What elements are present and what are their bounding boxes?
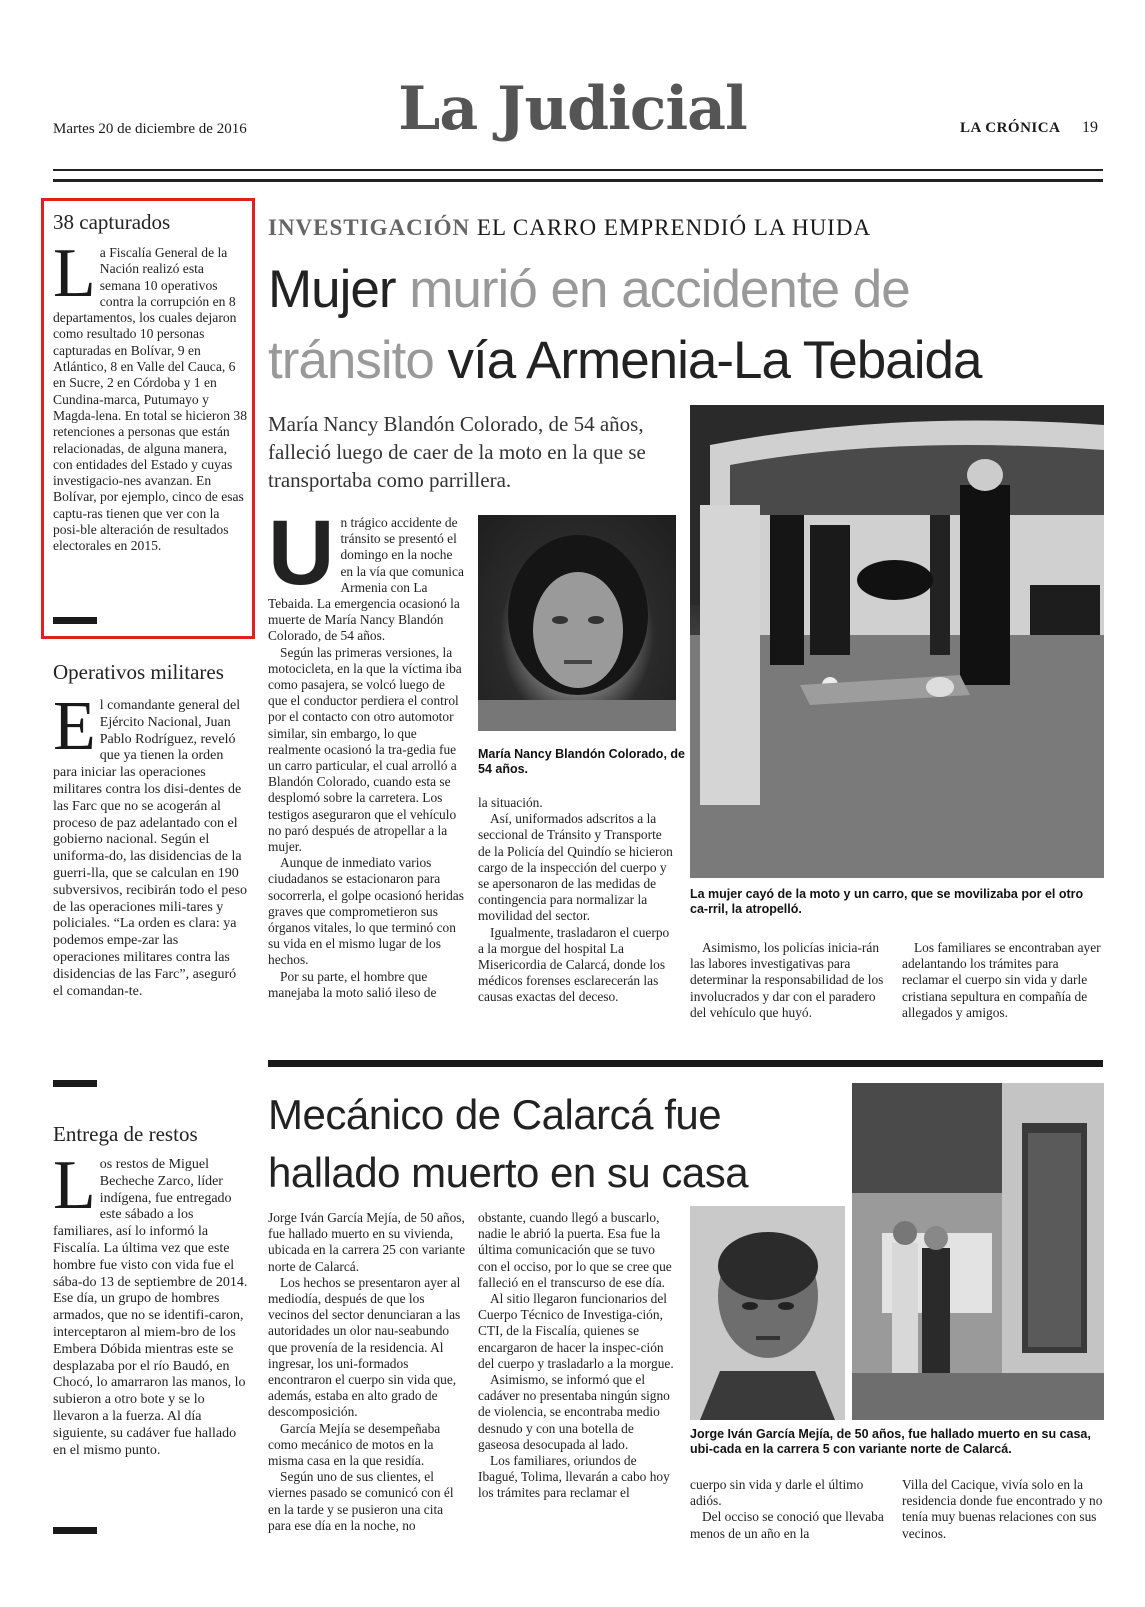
mechanic-portrait-photo	[690, 1206, 845, 1420]
drop-cap: L	[53, 1147, 96, 1224]
story-column: obstante, cuando llegó a buscarlo, nadie le abrió la puerta. Esa fue la última comunicación que se tuvo con el occiso, por lo que se cree que falleció en el transcurso de ese día. Al sitio llegaron funcionarios del Cuerpo Técnico de Investiga-ción, CTI, de la Fiscalía, quienes se encargaron de hacer la inspec-ción del cuerpo y trasladarlo a la morgue. Asimismo, se informó que el cadáver no presentaba ningún signo de violencia, se encontraba medio desnudo y con una botella de gaseosa desocupada al lado. Los familiares, oriundos de Ibagué, Tolima, llevarán a cabo hoy los trámites para reclamar el	[478, 1210, 674, 1501]
brief-title: Operativos militares	[53, 660, 224, 684]
brief-body: La Fiscalía General de la Nación realizó esta semana 10 operativos contra la corrupción en 8 departamentos, los cuales dejaron como resultado 10 personas capturadas en Bolívar, 9 en Atlántico, 8 en Valle del Cauca, 6 en Sucre, 2 en Córdoba y 1 en Cundina-marca, Putumayo y Magda-lena. En total se hicieron 38 retenciones a personas que están relacionadas, de alguna manera, con entidades del Estado y cuyas investigacio-nes avanzan. En Bolívar, por ejemplo, cinco de esas captu-ras tienen que ver con la posi-ble alteración de resultados electorales en 2015.	[53, 235, 248, 554]
brief-title: 38 capturados	[53, 210, 171, 234]
house-scene-photo	[852, 1083, 1104, 1420]
story-deck: María Nancy Blandón Colorado, de 54 años, falleció luego de caer de la moto en la que se transportaba como parrillera.	[268, 412, 646, 492]
story-column: Villa del Cacique, vivía solo en la residencia donde fue encontrado y no tenía muy buenas relaciones con sus vecinos.	[902, 1477, 1103, 1541]
victim-portrait-photo	[478, 515, 676, 731]
accident-scene-photo	[690, 405, 1104, 878]
story-headline: Mujer murió en accidente de tránsito vía Armenia-La Tebaida	[268, 260, 982, 390]
section-title: La Judicial	[398, 74, 747, 144]
story-headline: Mecánico de Calarcá fue hallado muerto en su casa	[268, 1091, 749, 1196]
story-column: Asimismo, los policías inicia-rán las labores investigativas para determinar la responsabilidad de los involucrados y dar con el paradero del vehículo que huyó.	[690, 940, 884, 1020]
brief-body: Los restos de Miguel Becheche Zarco, líder indígena, fue entregado este sábado a los familiares, así lo informó la Fiscalía. La última vez que este hombre fue visto con vida fue el sába-do 13 de septiembre de 2014. Ese día, un grupo de hombres armados, que no se identifi-caron, interceptaron al miem-bro de los Embera Dóbida mientras este se desplazaba por el río Baudó, en Chocó, lo amarraron las manos, lo subieron a otro bote y se lo llevaron a la fuerza. Al día siguiente, su cadáver fue hallado en el mismo punto.	[53, 1147, 248, 1458]
story-column: la situación. Así, uniformados adscritos a la seccional de Tránsito y Transporte de la Policía del Quindío se hicieron cargo de la inspección del cuerpo y se apersonaron de las medidas de contingencia para normalizar la movilidad del sector. Igualmente, trasladaron el cuerpo a la morgue del hospital La Misericordia de Calarcá, donde los médicos forenses esclarecerán las causas exactas del deceso.	[478, 795, 673, 1005]
page-number: 19	[1082, 119, 1098, 136]
drop-cap: E	[53, 688, 96, 765]
sidebar-brief-restos	[53, 1122, 248, 1459]
issue-date: Martes 20 de diciembre de 2016	[53, 121, 247, 137]
masthead-rule-thick	[53, 179, 1103, 182]
section-bar	[53, 1080, 97, 1087]
portrait-image	[690, 1206, 845, 1420]
drop-cap: U	[268, 502, 335, 604]
section-bar	[53, 617, 97, 624]
portrait-caption: María Nancy Blandón Colorado, de 54 años.	[478, 747, 685, 776]
story-divider	[268, 1060, 1103, 1067]
story-column: Un trágico accidente de tránsito se presentó el domingo en la noche en la vía que comunica Armenia con La Tebaida. La emergencia ocasionó la muerte de María Nancy Blandón Colorado, de 54 años. Según las primeras versiones, la motocicleta, en la que la víctima iba como pasajera, se volcó luego de que el conductor perdiera el control por el contacto con otro automotor similar, sin embargo, lo que realmente ocasionó la tra-gedia fue un carro particular, el cual arrolló a Blandón Colorado, cuando esta se desplomó sobre la carretera. Los testigos aseguraron que el vehículo no paró después de atropellar a la mujer. Aunque de inmediato varios ciudadanos se estacionaron para socorrerla, el golpe ocasionó heridas graves que comprometieron sus órganos vitales, lo que terminó con su vida en el mismo lugar de los hechos. Por su parte, el hombre que manejaba la moto salió ileso de	[268, 502, 464, 1000]
story-column: Jorge Iván García Mejía, de 50 años, fue hallado muerto en su vivienda, ubicada en la carrera 25 con variante norte de Calarcá. Los hechos se presentaron ayer al mediodía, después de que los vecinos del sector denunciaran a las autoridades un olor nau-seabundo que provenía de la residencia. Al ingresar, los uni-formados encontraron el cuerpo sin vida que, además, estaba en alto grado de descomposición. García Mejía se desempeñaba como mecánico de motos en la misma casa en la que residía. Según uno de sus clientes, el viernes pasado se comunicó con él en la tarde y se pusieron una cita para ese día en la noche, no	[268, 1210, 466, 1533]
masthead-rule	[53, 169, 1103, 171]
house-caption: Jorge Iván García Mejía, de 50 años, fue hallado muerto en su casa, ubi-cada en la carrera 5 con variante norte de Calarcá.	[690, 1427, 1091, 1456]
story-column: Los familiares se encontraban ayer adelantando los trámites para reclamar el cuerpo sin vida y darle cristiana sepultura en compañía de allegados y amigos.	[902, 940, 1101, 1020]
story-column: cuerpo sin vida y darle el último adiós. Del occiso se conoció que llevaba menos de un año en la	[690, 1477, 884, 1541]
brief-title: Entrega de restos	[53, 1122, 198, 1146]
brief-body: El comandante general del Ejército Nacional, Juan Pablo Rodríguez, reveló que ya tienen la orden para iniciar las operaciones militares contra los disi-dentes de las Farc que no se acogerán al proceso de paz adelantado con el gobierno nacional. Según el uniforma-do, las disidencias de la guerri-lla, que se calculan en 190 subversivos, recibirán todo el peso de las operaciones mili-tares y policiales. “La orden es clara: ya podemos empe-zar las operaciones militares contra las disidencias de las Farc”, aseguró el comandan-te.	[53, 688, 248, 999]
sidebar-brief-operativos	[53, 656, 248, 1000]
section-bar	[53, 1527, 97, 1534]
story-kicker: INVESTIGACIÓN EL CARRO EMPRENDIÓ LA HUIDA	[268, 215, 872, 240]
scene-image	[690, 405, 1104, 878]
drop-cap: L	[53, 235, 96, 312]
scene-caption: La mujer cayó de la moto y un carro, que se movilizaba por el otro ca-rril, la atropelló.	[690, 887, 1084, 916]
newspaper-brand: LA CRÓNICA	[960, 120, 1061, 136]
scene-image	[852, 1083, 1104, 1420]
sidebar-brief-capturados	[53, 210, 248, 555]
portrait-image	[478, 515, 676, 731]
